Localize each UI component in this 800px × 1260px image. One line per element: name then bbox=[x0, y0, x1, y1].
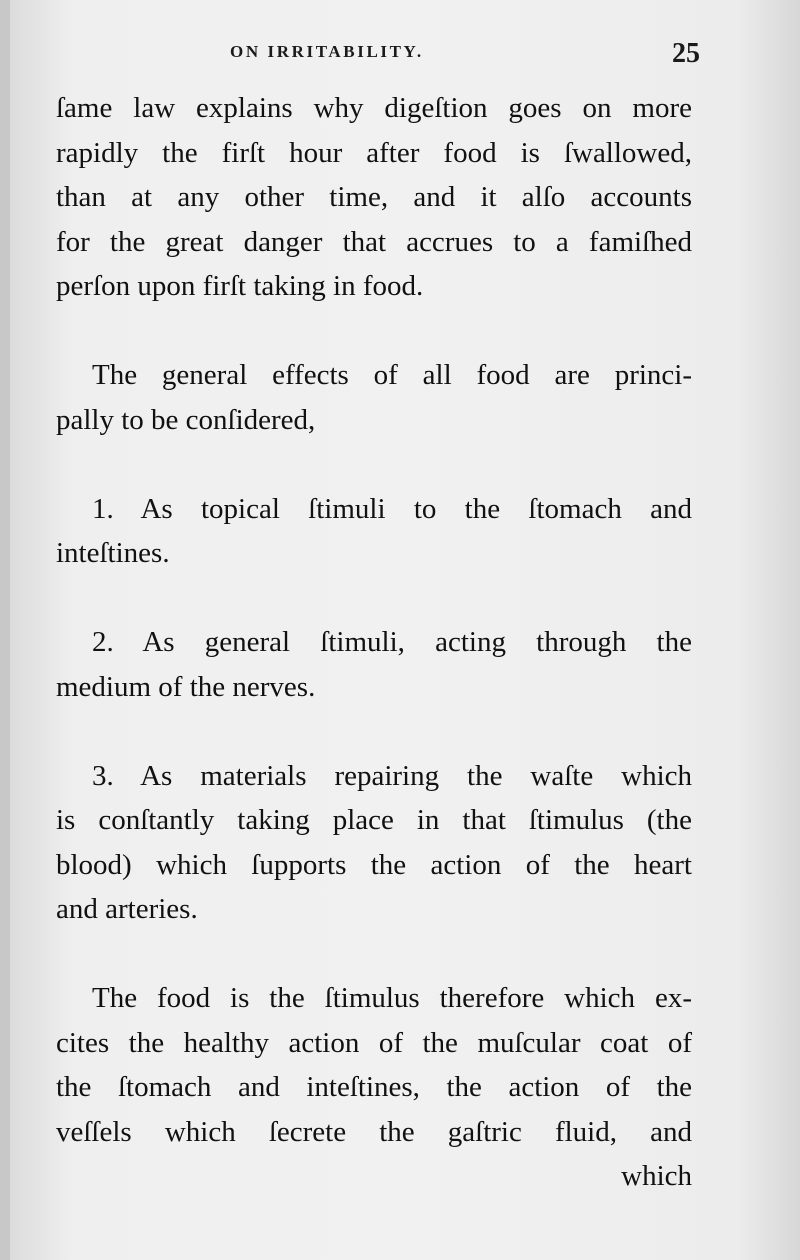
paragraph-continuation bbox=[56, 86, 692, 309]
text-line: medium of the nerves. bbox=[56, 670, 316, 703]
text-line: the ſtomach and inteſtines, the action of the bbox=[56, 1071, 692, 1103]
text-line: cites the healthy action of the muſcular coat of bbox=[56, 1026, 692, 1059]
text-line: The food is the ſtimulus therefore which ex- bbox=[92, 982, 692, 1014]
paragraph-item-1 bbox=[56, 487, 692, 576]
text-line: and arteries. bbox=[56, 893, 198, 925]
running-title: ON IRRITABILITY. bbox=[230, 42, 424, 61]
text-line: is conſtantly taking place in that ſtimulus (the bbox=[56, 804, 692, 836]
text-line: 2. As general ſtimuli, acting through the bbox=[92, 626, 692, 658]
page-number: 25 bbox=[672, 38, 700, 69]
text-line: for the great danger that accrues to a famiſhed bbox=[56, 225, 692, 258]
text-line: The general effects of all food are princi- bbox=[92, 359, 692, 391]
text-line: veſſels which ſecrete the gaſtric fluid, and bbox=[56, 1115, 692, 1148]
text-line: 3. As materials repairing the waſte which bbox=[92, 759, 692, 792]
text-line: than at any other time, and it alſo accounts bbox=[56, 181, 692, 213]
text-line: pally to be conſidered, bbox=[56, 403, 316, 436]
text-line: inteſtines. bbox=[56, 537, 170, 569]
paragraph-food-stimulus bbox=[56, 976, 692, 1199]
text-line: ſame law explains why digeſtion goes on more bbox=[56, 92, 692, 124]
paragraph-item-3 bbox=[56, 754, 692, 932]
paragraph-item-2 bbox=[56, 620, 692, 709]
text-line: blood) which ſupports the action of the heart bbox=[56, 848, 692, 881]
text-line: 1. As topical ſtimuli to the ſtomach and bbox=[92, 492, 692, 525]
text-line: perſon upon firſt taking in food. bbox=[56, 270, 424, 302]
running-head bbox=[50, 38, 700, 74]
body-text bbox=[56, 86, 692, 1199]
catchword: which bbox=[621, 1160, 692, 1192]
text-line: rapidly the firſt hour after food is ſwallowed, bbox=[56, 136, 692, 169]
paragraph-general-effects bbox=[56, 353, 692, 442]
